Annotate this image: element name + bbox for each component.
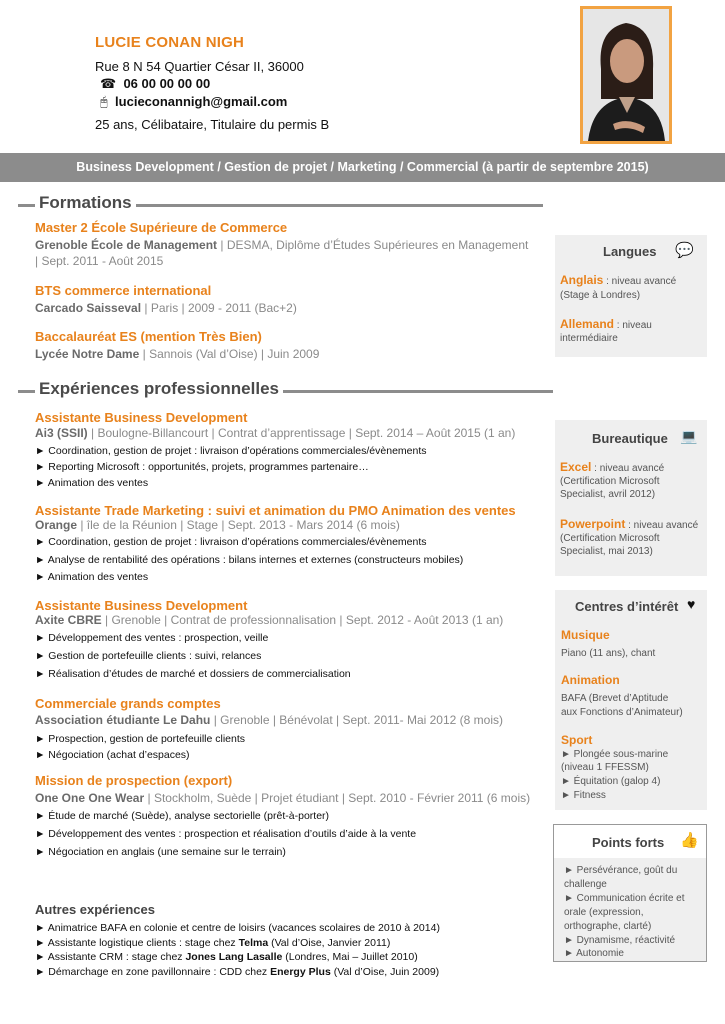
- other-experience-line: [35, 951, 418, 963]
- job-bullet: ► Développement des ventes : prospection et réalisation d’outils d’aide à la vente: [35, 828, 417, 840]
- company: Energy Plus: [270, 966, 331, 978]
- job-bullet: ► Réalisation d’études de marché et dossiers de commercialisation: [35, 668, 351, 680]
- speech-bubble-icon: 💬: [675, 242, 694, 259]
- language-label: Anglais: [560, 273, 604, 287]
- heart-icon: ♥: [687, 596, 696, 612]
- centres-title: Centres d’intérêt: [575, 599, 679, 614]
- job-details: [35, 713, 503, 727]
- skill-note: Specialist, mai 2013): [560, 546, 653, 557]
- language-note: (Stage à Londres): [560, 290, 641, 301]
- company: Ai3 (SSII): [35, 426, 88, 440]
- job-title: Mission de prospection (export): [35, 773, 233, 788]
- line-text: ► Assistante CRM : stage chez: [35, 951, 186, 963]
- address: Rue 8 N 54 Quartier César II, 36000: [95, 59, 304, 74]
- strength-line: ► Dynamisme, réactivité: [564, 935, 676, 946]
- bureautique-panel: [555, 420, 707, 576]
- candidate-name: LUCIE CONAN NIGH: [95, 34, 245, 51]
- points-forts-title: Points forts: [592, 835, 665, 850]
- email: lucieconannigh@gmail.com: [115, 94, 288, 109]
- formation-info: | Paris | 2009 - 2011 (Bac+2): [141, 301, 297, 315]
- langues-panel: [555, 235, 707, 357]
- langues-title: Langues: [603, 244, 657, 259]
- profile-photo: [580, 6, 672, 144]
- job-details: [35, 613, 503, 627]
- skill-note: (Certification Microsoft: [560, 533, 660, 544]
- job-title: Assistante Business Development: [35, 410, 248, 425]
- language-german: [560, 317, 652, 331]
- skill-note: Specialist, avril 2012): [560, 489, 656, 500]
- interest-text: ► Fitness: [561, 790, 606, 801]
- job-bullet: ► Négociation (achat d’espaces): [35, 749, 190, 761]
- formation-title: BTS commerce international: [35, 283, 212, 298]
- other-experience-line: ► Animatrice BAFA en colonie et centre de loisirs (vacances scolaires de 2010 à 2014): [35, 922, 440, 934]
- job-bullet: ► Coordination, gestion de projet : livraison d’opérations commerciales/évènements: [35, 536, 427, 548]
- phone-icon: ☎: [100, 76, 117, 91]
- job-bullet: ► Reporting Microsoft : opportunités, projets, programmes partenaire…: [35, 461, 369, 473]
- job-info: | Grenoble | Contrat de professionnalisation | Sept. 2012 - Août 2013 (1 an): [101, 613, 504, 627]
- job-title: Commerciale grands comptes: [35, 696, 221, 711]
- formation-info: | Sannois (Val d’Oise) | Juin 2009: [139, 347, 320, 361]
- job-info: | Stockholm, Suède | Projet étudiant | Sept. 2010 - Février 2011 (6 mois): [144, 791, 531, 805]
- strength-line: ► Autonomie: [564, 948, 624, 959]
- formation-details: [35, 238, 545, 252]
- formation-title: Baccalauréat ES (mention Très Bien): [35, 329, 262, 344]
- strength-line: orthographe, clarté): [564, 921, 652, 932]
- personal-info: 25 ans, Célibataire, Titulaire du permis B: [95, 117, 330, 132]
- interest-text: Piano (11 ans), chant: [561, 648, 656, 659]
- job-info: | Boulogne-Billancourt | Contrat d’apprentissage | Sept. 2014 – Août 2015 (1 an): [87, 426, 516, 440]
- job-bullet: ► Développement des ventes : prospection, veille: [35, 632, 269, 644]
- skill-excel: [560, 460, 664, 474]
- skill-powerpoint: [560, 517, 698, 531]
- job-details: [35, 426, 515, 440]
- company: Telma: [238, 937, 269, 949]
- job-bullet: ► Coordination, gestion de projet : livraison d’opérations commerciales/évènements: [35, 445, 427, 457]
- other-experiences-title: Autres expériences: [35, 902, 155, 917]
- company: Orange: [35, 518, 78, 532]
- job-details: [35, 791, 530, 805]
- other-experience-line: [35, 966, 439, 978]
- language-english: [560, 273, 676, 287]
- company: Jones Lang Lasalle: [185, 951, 283, 963]
- interest-text: ► Équitation (galop 4): [561, 776, 661, 787]
- language-level: : niveau: [614, 320, 652, 331]
- interest-text: BAFA (Brevet d’Aptitude: [561, 693, 669, 704]
- formations-title: Formations: [35, 193, 136, 213]
- thumbs-up-icon: 👍: [680, 832, 699, 849]
- objective-banner: Business Development / Gestion de projet / Marketing / Commercial (à partir de septembre 2015): [0, 153, 725, 182]
- formation-info: | DESMA, Diplôme d’Études Supérieures en Management: [217, 238, 529, 252]
- job-bullet: ► Animation des ventes: [35, 477, 149, 489]
- formation-dates: | Sept. 2011 - Août 2015: [35, 254, 164, 268]
- strength-line: ► Persévérance, goût du: [564, 865, 678, 876]
- school-name: Lycée Notre Dame: [35, 347, 140, 361]
- interest-music: Musique: [561, 628, 610, 642]
- strength-line: orale (expression,: [564, 907, 644, 918]
- language-label: Allemand: [560, 317, 615, 331]
- school-name: Grenoble École de Management: [35, 238, 218, 252]
- other-experience-line: [35, 937, 390, 949]
- line-text: (Londres, Mai – Juillet 2010): [282, 951, 418, 963]
- strength-line: challenge: [564, 879, 607, 890]
- formation-details: [35, 347, 319, 361]
- language-level: : niveau avancé: [603, 276, 677, 287]
- company: Axite CBRE: [35, 613, 102, 627]
- skill-note: (Certification Microsoft: [560, 476, 660, 487]
- job-bullet: ► Analyse de rentabilité des opérations : bilans internes et externes (constructeurs mobiles): [35, 554, 464, 566]
- job-details: [35, 518, 400, 532]
- formation-details: [35, 301, 297, 315]
- job-bullet: ► Animation des ventes: [35, 571, 149, 583]
- interest-text: (niveau 1 FFESSM): [561, 762, 649, 773]
- email-row: [100, 94, 287, 110]
- job-bullet: ► Prospection, gestion de portefeuille clients: [35, 733, 246, 745]
- strength-line: ► Communication écrite et: [564, 893, 685, 904]
- company: One One One Wear: [35, 791, 145, 805]
- job-info: | Grenoble | Bénévolat | Sept. 2011- Mai 2012 (8 mois): [210, 713, 503, 727]
- interest-text: ► Plongée sous-marine: [561, 749, 669, 760]
- job-title: Assistante Business Development: [35, 598, 248, 613]
- skill-level: : niveau avancé: [625, 520, 699, 531]
- job-info: | île de la Réunion | Stage | Sept. 2013 - Mars 2014 (6 mois): [77, 518, 400, 532]
- line-text: ► Assistante logistique clients : stage chez: [35, 937, 239, 949]
- job-bullet: ► Étude de marché (Suède), analyse sectorielle (prêt-à-porter): [35, 810, 330, 822]
- centres-interet-panel: [555, 590, 707, 810]
- language-note: intermédiaire: [560, 333, 618, 344]
- interest-text: aux Fonctions d’Animateur): [561, 707, 683, 718]
- interest-animation: Animation: [561, 673, 620, 687]
- portrait-illustration: [583, 9, 669, 141]
- skill-label: Powerpoint: [560, 517, 626, 531]
- experiences-title: Expériences professionnelles: [35, 379, 283, 399]
- skill-label: Excel: [560, 460, 592, 474]
- points-forts-panel: [553, 824, 707, 962]
- job-bullet: ► Négociation en anglais (une semaine sur le terrain): [35, 846, 286, 858]
- skill-level: : niveau avancé: [591, 463, 665, 474]
- mouse-icon: 🖰: [100, 94, 108, 109]
- phone-row: [100, 76, 210, 92]
- job-title: Assistante Trade Marketing : suivi et animation du PMO Animation des ventes: [35, 503, 516, 518]
- school-name: Carcado Saisseval: [35, 301, 142, 315]
- formation-title: Master 2 École Supérieure de Commerce: [35, 220, 288, 235]
- line-text: (Val d’Oise, Janvier 2011): [268, 937, 391, 949]
- phone: 06 00 00 00 00: [123, 76, 211, 91]
- laptop-icon: 💻: [680, 428, 698, 444]
- line-text: ► Démarchage en zone pavillonnaire : CDD chez: [35, 966, 271, 978]
- bureautique-title: Bureautique: [592, 431, 668, 446]
- interest-sport: Sport: [561, 733, 593, 747]
- company: Association étudiante Le Dahu: [35, 713, 211, 727]
- line-text: (Val d’Oise, Juin 2009): [330, 966, 440, 978]
- job-bullet: ► Gestion de portefeuille clients : suivi, relances: [35, 650, 262, 662]
